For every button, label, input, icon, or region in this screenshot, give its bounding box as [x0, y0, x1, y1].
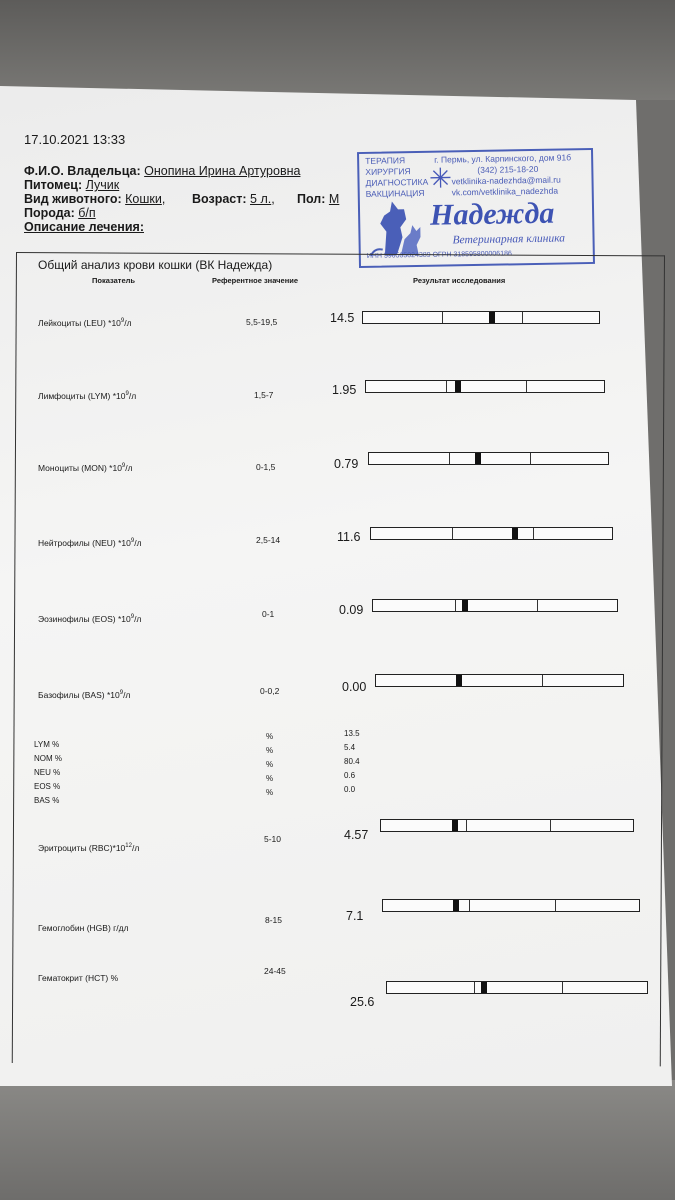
result-range-bar	[386, 981, 648, 994]
result-range-bar	[365, 380, 605, 393]
percent-value: 0.0	[344, 785, 356, 794]
stamp-service: ВАКЦИНАЦИЯ	[365, 187, 425, 199]
pet-value: Лучик	[85, 178, 120, 192]
range-divider	[474, 982, 475, 993]
reference-range: 0-1,5	[256, 462, 276, 472]
analyte-name: Гематокрит (HCT) %	[38, 973, 119, 983]
column-header-reference: Референтное значение	[212, 276, 299, 285]
result-marker	[462, 600, 468, 611]
percent-value: 13.5	[344, 729, 360, 738]
percent-unit: %	[266, 774, 274, 783]
range-divider	[446, 381, 447, 392]
analyte-label	[38, 538, 142, 548]
result-value: 25.6	[350, 995, 375, 1009]
stamp-vk: vk.com/vetklinika_nadezhda	[451, 185, 559, 198]
result-value: 4.57	[344, 828, 369, 842]
range-divider	[550, 820, 551, 831]
analyte-label	[38, 923, 129, 933]
result-range-bar	[375, 674, 624, 687]
analyte-exponent: 9	[120, 318, 125, 325]
age-value: 5 л.	[250, 192, 272, 206]
result-marker	[453, 900, 459, 911]
reference-range: 8-15	[265, 915, 283, 925]
analyte-label	[38, 973, 118, 983]
range-divider	[555, 900, 556, 911]
reference-range: 2,5-14	[256, 535, 281, 545]
result-value: 0.09	[339, 603, 364, 617]
analyte-name: Гемоглобин (HGB) г/дл	[38, 923, 129, 933]
analyte-label	[38, 843, 139, 853]
range-divider	[530, 453, 531, 464]
owner-value: Онопина Ирина Артуровна	[144, 164, 301, 178]
percent-label: LYM %	[34, 740, 60, 749]
analyte-name: Эритроциты (RBC)*10	[38, 843, 126, 853]
analyte-unit: /л	[128, 391, 137, 401]
percent-unit: %	[266, 732, 274, 741]
owner-label: Ф.И.О. Владельца:	[24, 164, 141, 178]
result-marker	[512, 528, 518, 539]
analyte-label	[38, 690, 130, 700]
analyte-unit: /л	[124, 318, 132, 328]
report-table-frame	[12, 252, 665, 1066]
report-datetime: 17.10.2021 13:33	[24, 132, 126, 147]
pet-label: Питомец:	[24, 178, 83, 192]
analyte-unit: /л	[134, 614, 142, 624]
stamp-email: vetklinika-nadezhda@mail.ru	[451, 174, 561, 187]
result-marker	[455, 381, 461, 392]
analyte-unit: /л	[125, 463, 133, 473]
percent-unit: %	[266, 788, 274, 797]
stamp-address: г. Пермь, ул. Карпинского, дом 91б	[434, 152, 572, 165]
analyte-label	[38, 463, 133, 473]
percent-unit: %	[266, 760, 274, 769]
result-value: 0.00	[342, 680, 367, 694]
range-divider	[537, 600, 538, 611]
stamp-clinic-name: Надежда	[429, 196, 555, 232]
reference-range: 24-45	[264, 966, 286, 976]
analyte-label	[38, 318, 132, 328]
column-header-result: Результат исследования	[413, 276, 506, 285]
range-divider	[442, 312, 443, 323]
range-divider	[522, 312, 523, 323]
sex-field	[297, 192, 339, 206]
treatment-label: Описание лечения:	[24, 220, 144, 234]
dog-cat-logo-icon	[366, 197, 429, 258]
percent-label: NOM %	[34, 754, 62, 763]
percent-unit: %	[266, 746, 274, 755]
range-divider	[533, 528, 534, 539]
result-value: 11.6	[337, 530, 361, 544]
result-range-bar	[370, 527, 613, 540]
percent-value: 0.6	[344, 771, 356, 780]
breed-label: Порода:	[24, 206, 75, 220]
star-icon	[429, 166, 451, 188]
result-value: 0.79	[334, 457, 359, 471]
analyte-unit: /л	[134, 538, 142, 548]
percent-value: 5.4	[344, 743, 356, 752]
reference-range: 0-0,2	[260, 686, 280, 696]
result-marker	[489, 312, 495, 323]
breed-value: б/п	[78, 206, 96, 220]
stamp-service: ХИРУРГИЯ	[365, 166, 411, 177]
range-divider	[466, 820, 467, 831]
result-range-bar	[380, 819, 634, 832]
percent-value: 80.4	[344, 757, 360, 766]
analyte-exponent: 9	[130, 614, 135, 621]
percent-label: EOS %	[34, 782, 61, 791]
range-divider	[449, 453, 450, 464]
analyte-name: Моноциты (MON) *10	[38, 463, 122, 473]
result-range-bar	[372, 599, 618, 612]
result-marker	[452, 820, 458, 831]
species-value: Кошки	[125, 192, 162, 206]
result-marker	[456, 675, 462, 686]
analyte-name: Лимфоциты (LYM) *10	[38, 391, 126, 401]
result-value: 14.5	[330, 311, 355, 325]
result-value: 7.1	[346, 909, 364, 923]
analyte-name: Базофилы (BAS) *10	[38, 690, 120, 700]
result-range-bar	[368, 452, 609, 465]
column-header-parameter: Показатель	[92, 276, 136, 285]
species-line	[24, 192, 165, 206]
sex-value: М	[328, 192, 340, 206]
age-field	[192, 192, 275, 206]
range-divider	[452, 528, 453, 539]
range-divider	[526, 381, 527, 392]
range-divider	[562, 982, 563, 993]
percent-label: BAS %	[34, 796, 60, 805]
stamp-clinic-subtitle: Ветеринарная клиника	[452, 232, 566, 247]
range-divider	[455, 600, 456, 611]
result-range-bar	[382, 899, 640, 912]
analyte-name: Нейтрофилы (NEU) *10	[38, 538, 131, 548]
species-label: Вид животного:	[24, 192, 122, 206]
report-title: Общий анализ крови кошки (ВК Надежда)	[38, 258, 273, 272]
stamp-ids: ИНН 590505024389 ОГРН 318595800006186	[366, 250, 512, 260]
analyte-unit: /л	[131, 843, 140, 853]
clinic-stamp	[357, 148, 595, 268]
result-marker	[475, 453, 481, 464]
owner-line	[24, 164, 300, 178]
age-label: Возраст:	[192, 192, 247, 206]
result-marker	[481, 982, 487, 993]
analyte-exponent: 9	[121, 463, 126, 470]
age-separator: ,	[271, 192, 275, 206]
range-divider	[542, 675, 543, 686]
result-range-bar	[362, 311, 600, 324]
percent-label: NEU %	[34, 768, 61, 777]
analyte-label	[38, 391, 136, 401]
desk-background-bottom	[0, 1080, 675, 1200]
reference-range: 1,5-7	[254, 390, 274, 400]
breed-line	[24, 206, 96, 220]
analyte-exponent: 12	[125, 843, 132, 850]
analyte-unit: /л	[123, 690, 131, 700]
stamp-service: ДИАГНОСТИКА	[365, 176, 429, 188]
reference-range: 5-10	[264, 834, 282, 844]
analyte-exponent: 9	[130, 538, 135, 545]
analyte-exponent: 9	[125, 391, 129, 398]
result-value: 1.95	[332, 383, 357, 397]
pet-line	[24, 178, 119, 192]
species-separator: ,	[161, 192, 166, 206]
stamp-phone: (342) 215-18-20	[477, 163, 539, 175]
sex-label: Пол:	[297, 192, 326, 206]
stamp-service: ТЕРАПИЯ	[365, 155, 406, 166]
analyte-exponent: 9	[119, 690, 124, 697]
analyte-name: Лейкоциты (LEU) *10	[38, 318, 121, 328]
reference-range: 5,5-19,5	[246, 317, 278, 327]
analyte-label	[38, 614, 141, 624]
reference-range: 0-1	[262, 609, 275, 619]
desk-background-top	[0, 0, 675, 100]
range-divider	[469, 900, 470, 911]
treatment-line	[24, 220, 144, 234]
analyte-name: Эозинофилы (EOS) *10	[38, 614, 131, 624]
